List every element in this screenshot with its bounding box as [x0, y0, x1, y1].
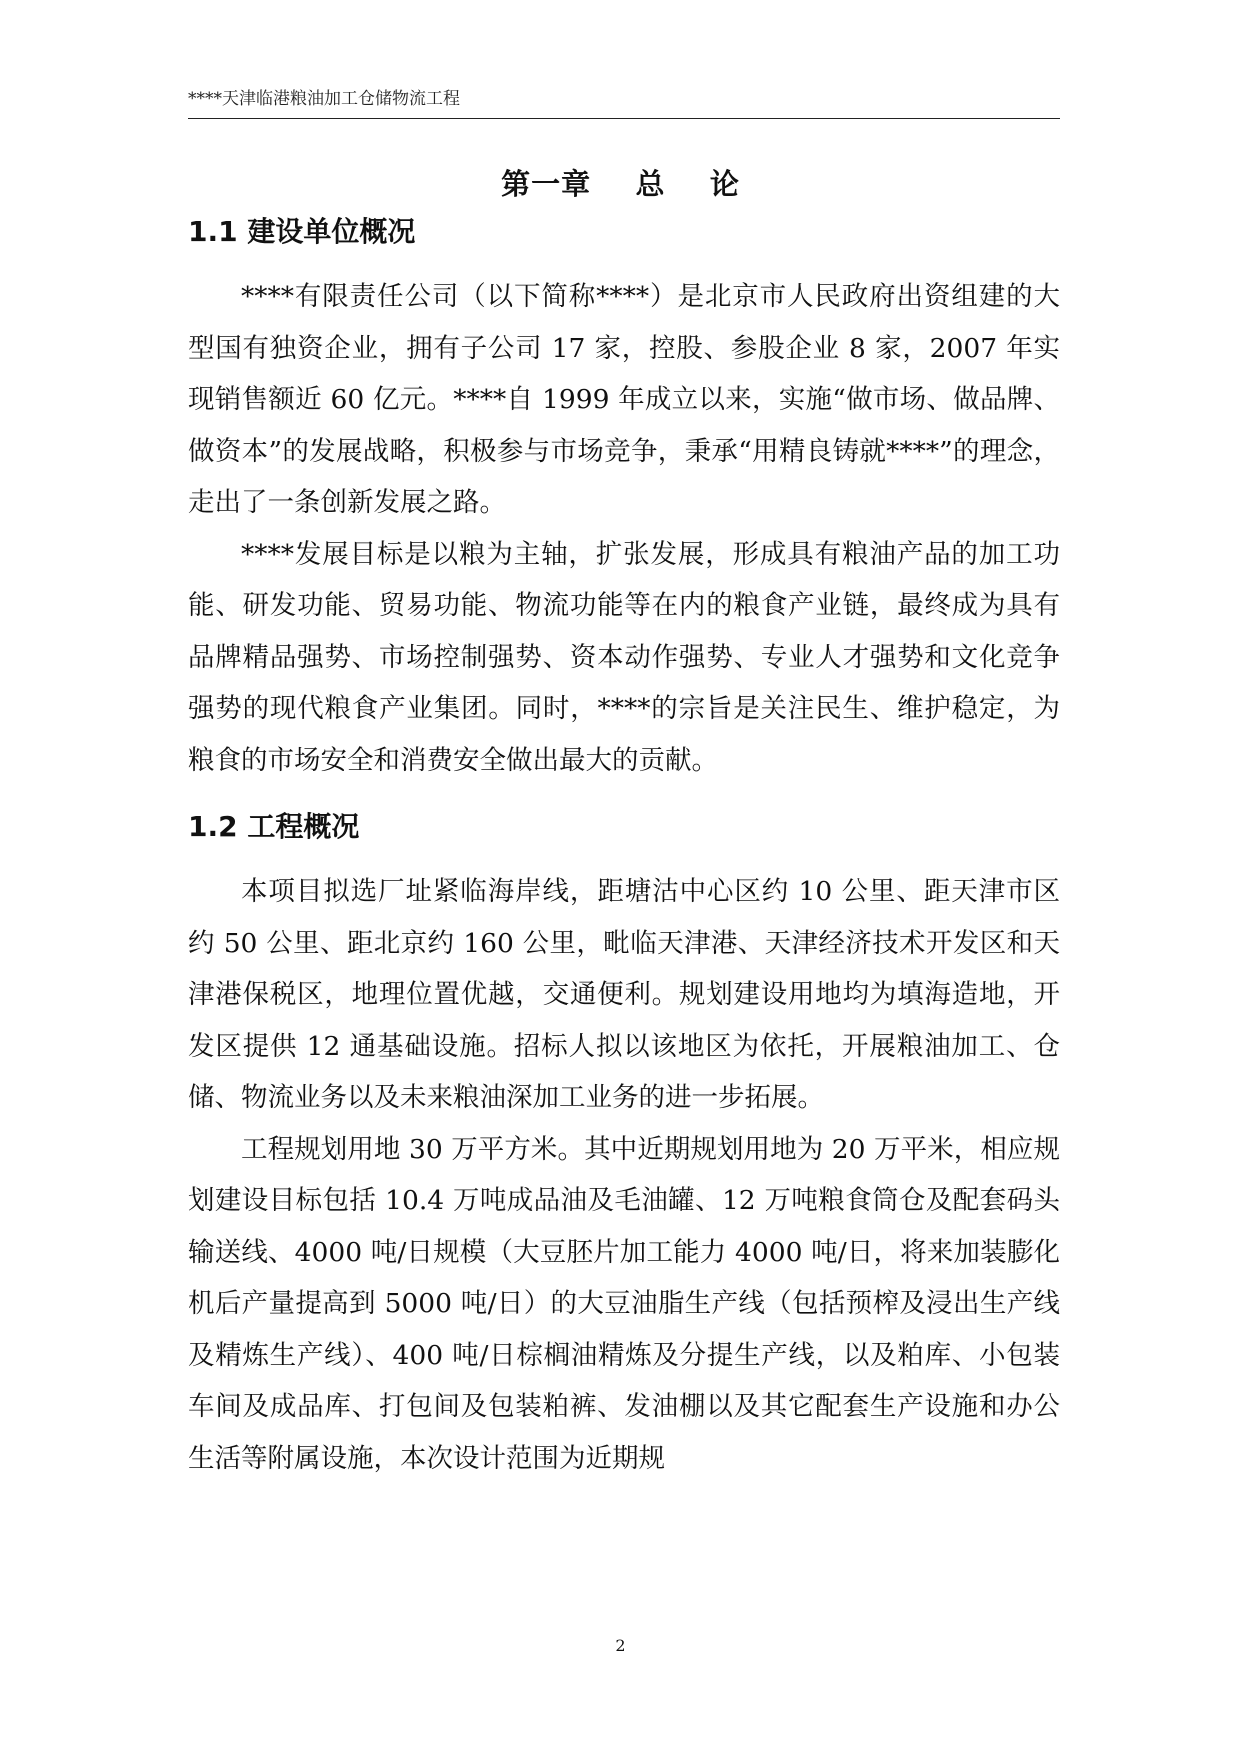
page-number: 2 — [615, 1636, 626, 1655]
section-body-1-1 — [188, 271, 1060, 786]
paragraph: 本项目拟选厂址紧临海岸线，距塘沽中心区约 10 公里、距天津市区约 50 公里、距北京约 160 公里，毗临天津港、天津经济技术开发区和天津港保税区，地理位置优越，交通便利。规划建设用地均为填海造地，开发区提供 12 通基础设施。招标人拟以该地区为依托，开展粮油加工、仓储、物流业务以及未来粮油深加工业务的进一步拓展。 — [188, 876, 1060, 1113]
running-header — [188, 88, 1060, 119]
paragraph: ****有限责任公司（以下简称****）是北京市人民政府出资组建的大型国有独资企业，拥有子公司 17 家，控股、参股企业 8 家，2007 年实现销售额近 60 亿元。****自 1999 年成立以来，实施“做市场、做品牌、做资本”的发展战略，积极参与市场竞争，秉承“用精良铸就****”的理念，走出了一条创新发展之路。 — [188, 281, 1060, 518]
section-heading-1-2: 1.2 工程概况 — [188, 810, 360, 843]
running-title: ****天津临港粮油加工仓储物流工程 — [188, 89, 460, 109]
chapter-title: 第一章 总 论 — [501, 167, 740, 201]
paragraph: ****发展目标是以粮为主轴，扩张发展，形成具有粮油产品的加工功能、研发功能、贸易功能、物流功能等在内的粮食产业链，最终成为具有品牌精品强势、市场控制强势、资本动作强势、专业人才强势和文化竞争强势的现代粮食产业集团。同时，****的宗旨是关注民生、维护稳定，为粮食的市场安全和消费安全做出最大的贡献。 — [188, 538, 1060, 776]
section-body-1-2 — [188, 866, 1060, 1484]
paragraph: 工程规划用地 30 万平方米。其中近期规划用地为 20 万平米，相应规划建设目标包括 10.4 万吨成品油及毛油罐、12 万吨粮食筒仓及配套码头输送线、4000 吨/日规模（大豆胚片加工能力 4000 吨/日，将来加装膨化机后产量提高到 5000 吨/日）的大豆油脂生产线（包括预榨及浸出生产线及精炼生产线）、400 吨/日棕榈油精炼及分提生产线，以及粕库、小包装车间及成品库、打包间及包装粕裤、发油棚以及其它配套生产设施和办公生活等附属设施，本次设计范围为近期规 — [188, 1133, 1060, 1474]
section-heading-1-1: 1.1 建设单位概况 — [188, 215, 416, 248]
